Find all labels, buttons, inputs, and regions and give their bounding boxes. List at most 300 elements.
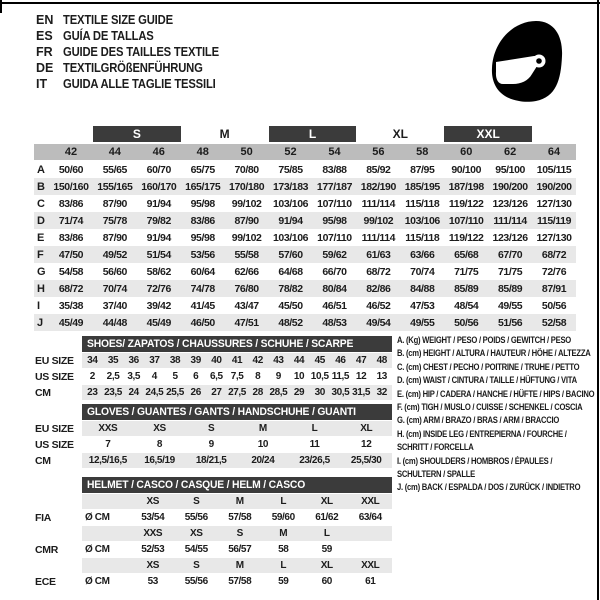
subtable-cell: 35 bbox=[107, 355, 119, 366]
helmet-size-cell: L bbox=[280, 560, 287, 571]
textile-value-cell: 155/165 bbox=[97, 180, 133, 193]
textile-value-cell: 111/114 bbox=[361, 231, 396, 244]
subtable-cell: 10 bbox=[257, 439, 269, 450]
subtable-cells bbox=[82, 574, 392, 589]
helmet-size-cell: M bbox=[235, 560, 244, 571]
language-code: DE bbox=[36, 61, 54, 75]
legend-list bbox=[397, 334, 593, 495]
subtable-cells bbox=[82, 494, 392, 509]
textile-row-label: F bbox=[37, 248, 44, 261]
textile-value-cell: 103/106 bbox=[272, 197, 309, 210]
subtable-row bbox=[30, 453, 392, 468]
helmet-value-cell: 57/58 bbox=[228, 512, 252, 523]
subtable-row-label: EU SIZE bbox=[35, 354, 74, 367]
textile-value-cell: 84/88 bbox=[410, 282, 435, 295]
subtable-cells bbox=[82, 437, 392, 452]
subtable-cell: 10 bbox=[293, 371, 305, 382]
legend-line: G. (cm) ARM / BRAZO / BRAS / ARM / BRACCIO bbox=[397, 415, 560, 426]
helmet-value-cell: 63/64 bbox=[358, 512, 382, 523]
textile-row bbox=[34, 161, 576, 178]
helmet-size-cell: S bbox=[193, 560, 200, 571]
gloves-title: GLOVES / GUANTES / GANTS / HANDSCHUHE / GUANTI bbox=[87, 406, 356, 418]
textile-value-cell: 75/78 bbox=[102, 214, 127, 227]
textile-value-cell: 75/85 bbox=[278, 163, 303, 176]
textile-value-cell: 190/200 bbox=[492, 180, 528, 193]
textile-value-cell: 87/91 bbox=[541, 282, 567, 295]
helmet-value-cell: 53 bbox=[147, 576, 158, 587]
subtable-cell: 38 bbox=[169, 355, 181, 366]
subtable-row-label: EU SIZE bbox=[35, 422, 74, 435]
subtable-cell: 6 bbox=[193, 371, 199, 382]
textile-value-cell: 55/58 bbox=[234, 248, 259, 261]
helmet-value-cell: 55/56 bbox=[184, 576, 208, 587]
unit-spacer-cell bbox=[82, 494, 131, 509]
legend-line: A. (Kg) WEIGHT / PESO / POIDS / GEWITCH / PESO bbox=[397, 335, 572, 345]
legend-line: D. (cm) WAIST / CINTURA / TAILLE / HÜFTUNG / VITA bbox=[397, 375, 577, 386]
subtable-row-label: US SIZE bbox=[35, 438, 74, 451]
textile-row-label: D bbox=[37, 214, 45, 227]
subtable-cell: XXS bbox=[98, 423, 118, 434]
textile-value-cell: 95/98 bbox=[190, 231, 215, 244]
textile-value-cell: 53/56 bbox=[190, 248, 215, 261]
numeric-size-cell: 64 bbox=[547, 146, 561, 158]
helmet-value-cell: 59 bbox=[321, 544, 332, 555]
subtable-cell: 9 bbox=[275, 371, 281, 382]
subtable-cell: 13 bbox=[376, 371, 387, 382]
subtable-cell: 27 bbox=[211, 387, 222, 398]
textile-value-cell: 107/110 bbox=[448, 214, 484, 227]
textile-value-cell: 50/56 bbox=[454, 316, 479, 329]
textile-value-cell: 165/175 bbox=[185, 180, 221, 193]
textile-row bbox=[34, 246, 576, 263]
textile-value-cell: 54/58 bbox=[58, 265, 84, 278]
textile-value-cell: 45/49 bbox=[146, 316, 171, 329]
textile-row-label: G bbox=[37, 265, 46, 278]
textile-value-cell: 48/53 bbox=[322, 316, 347, 329]
numeric-size-cell: 54 bbox=[328, 146, 341, 158]
language-code: FR bbox=[36, 45, 53, 59]
subtable-cell: XL bbox=[360, 423, 373, 434]
legend-line: I. (cm) SHOULDERS / HOMBROS / ÉPAULES / bbox=[397, 455, 553, 466]
textile-value-cell: 85/89 bbox=[454, 282, 479, 295]
subtable-row bbox=[30, 437, 392, 452]
textile-value-cell: 60/64 bbox=[190, 265, 215, 278]
textile-value-cell: 99/102 bbox=[363, 214, 394, 227]
helmet-value-row bbox=[30, 574, 392, 589]
subtable-cell: 29 bbox=[293, 387, 305, 398]
subtable-cells bbox=[82, 353, 392, 368]
numeric-size-cell: 58 bbox=[416, 146, 429, 158]
helmet-size-cell: XS bbox=[189, 528, 203, 539]
legend-item bbox=[397, 334, 593, 347]
subtable-cell: 36 bbox=[128, 355, 139, 366]
subtable-cell: 30,5 bbox=[331, 387, 350, 398]
textile-value-cell: 68/72 bbox=[58, 282, 84, 295]
helmet-standard-label: CMR bbox=[35, 543, 59, 556]
helmet-size-cell: L bbox=[323, 528, 330, 539]
textile-value-cell: 87/90 bbox=[102, 231, 127, 244]
textile-row bbox=[34, 314, 576, 331]
subtable-cell: 25,5 bbox=[166, 387, 184, 398]
textile-row-label: E bbox=[37, 231, 45, 244]
frame-border-top bbox=[0, 2, 600, 4]
textile-value-cell: 47/53 bbox=[410, 299, 435, 312]
helmet-icon bbox=[486, 14, 566, 104]
textile-value-cell: 49/54 bbox=[366, 316, 391, 329]
helmet-value-cell bbox=[349, 542, 393, 557]
textile-value-cell: 99/102 bbox=[231, 231, 262, 244]
subtable-cells bbox=[82, 558, 392, 573]
language-code: EN bbox=[36, 13, 54, 27]
textile-value-cell: 70/74 bbox=[410, 265, 435, 278]
helmet-size-cell: S bbox=[193, 496, 200, 507]
textile-value-cell: 115/118 bbox=[405, 197, 440, 210]
numeric-size-cell: 62 bbox=[503, 146, 517, 158]
subtable-cell: 37 bbox=[149, 355, 160, 366]
legend-line: B. (cm) HEIGHT / ALTURA / HAUTEUR / HÖHE / ALTEZZA bbox=[397, 348, 591, 359]
shoes-table bbox=[30, 336, 392, 400]
helmet-size-cell: M bbox=[235, 496, 244, 507]
textile-row bbox=[34, 229, 576, 246]
textile-value-cell: 55/65 bbox=[102, 163, 127, 176]
frame-border-left-stub bbox=[0, 0, 2, 13]
textile-value-cell: 56/60 bbox=[102, 265, 127, 278]
textile-value-cell: 51/54 bbox=[146, 248, 171, 261]
helmet-size-cell: XL bbox=[320, 560, 333, 571]
textile-value-cell: 35/38 bbox=[58, 299, 84, 312]
textile-value-cell: 83/86 bbox=[58, 197, 84, 210]
subtable-cell: 48 bbox=[376, 355, 387, 366]
helmet-unit-cell: Ø CM bbox=[85, 544, 110, 555]
helmet-size-cell: XXL bbox=[361, 560, 380, 571]
textile-value-cell: 127/130 bbox=[536, 197, 572, 210]
textile-value-cell: 71/75 bbox=[497, 265, 523, 278]
size-group-cell bbox=[532, 126, 576, 142]
helmet-value-cell: 56/57 bbox=[228, 544, 252, 555]
subtable-cell: 28,5 bbox=[269, 387, 288, 398]
legend-line: H. (cm) INSIDE LEG / ENTREPIERNA / FOURCHE / bbox=[397, 428, 567, 439]
helmet-size-cell: XS bbox=[146, 496, 160, 507]
subtable-cell: 8 bbox=[156, 439, 163, 450]
subtable-cells bbox=[82, 421, 392, 436]
subtable-cell: 47 bbox=[355, 355, 367, 366]
language-title: GUÍA DE TALLAS bbox=[63, 29, 154, 43]
legend-line: SCHRITT / FORCELLA bbox=[397, 442, 474, 453]
textile-value-cell: 51/56 bbox=[497, 316, 523, 329]
textile-value-cell: 47/50 bbox=[58, 248, 84, 261]
helmet-size-row bbox=[30, 494, 392, 509]
helmet-size-row bbox=[30, 558, 392, 573]
helmet-rows bbox=[30, 494, 392, 589]
subtable-cell: S bbox=[208, 423, 215, 434]
helmet-size-cell: S bbox=[236, 528, 243, 539]
textile-row bbox=[34, 212, 576, 229]
subtable-cell: 8 bbox=[255, 371, 261, 382]
textile-size-table bbox=[34, 126, 576, 331]
subtable-cell: 39 bbox=[190, 355, 201, 366]
unit-spacer-cell bbox=[82, 558, 131, 573]
subtable-row bbox=[30, 421, 392, 436]
textile-value-cell: 70/74 bbox=[102, 282, 127, 295]
subtable-row-label: CM bbox=[35, 454, 51, 467]
subtable-cell: 12,5/16,5 bbox=[88, 455, 127, 466]
textile-value-cell: 43/47 bbox=[234, 299, 259, 312]
legend-line: C. (cm) CHEST / PECHO / POITRINE / TRUHE / PETTO bbox=[397, 361, 580, 372]
subtable-cell: 34 bbox=[87, 355, 98, 366]
helmet-title-bar bbox=[82, 477, 392, 493]
textile-value-cell: 123/126 bbox=[492, 197, 528, 210]
subtable-cell: 12 bbox=[361, 439, 372, 450]
textile-row bbox=[34, 263, 576, 280]
textile-value-cell: 103/106 bbox=[272, 231, 309, 244]
helmet-value-cell: 53/54 bbox=[141, 512, 165, 523]
textile-value-cell: 111/114 bbox=[493, 214, 527, 227]
textile-value-cell: 83/88 bbox=[322, 163, 347, 176]
subtable-cell: 23/26,5 bbox=[299, 455, 330, 466]
subtable-cell: 18/21,5 bbox=[195, 455, 227, 466]
textile-value-cell: 65/68 bbox=[454, 248, 479, 261]
subtable-cell: 42 bbox=[252, 355, 263, 366]
textile-value-cell: 71/75 bbox=[454, 265, 479, 278]
helmet-value-cell: 58 bbox=[278, 544, 289, 555]
gloves-rows bbox=[30, 421, 392, 468]
subtable-cell: 32 bbox=[376, 387, 387, 398]
subtable-row bbox=[30, 369, 392, 384]
textile-value-cell: 85/92 bbox=[366, 163, 391, 176]
textile-value-cell: 80/84 bbox=[322, 282, 347, 295]
textile-value-cell: 49/55 bbox=[410, 316, 435, 329]
textile-value-cell: 60/70 bbox=[146, 163, 171, 176]
language-title: TEXTILGRÖßENFÜHRUNG bbox=[63, 61, 203, 75]
helmet-size-cell: M bbox=[279, 528, 288, 539]
textile-row-label: J bbox=[37, 316, 44, 329]
textile-value-cell: 63/66 bbox=[410, 248, 435, 261]
subtable-cell: 4 bbox=[151, 371, 157, 382]
legend-item bbox=[397, 361, 593, 374]
textile-value-cell: 83/86 bbox=[190, 214, 215, 227]
subtable-row-label: CM bbox=[35, 386, 51, 399]
textile-value-cell: 39/42 bbox=[146, 299, 171, 312]
legend-line: F. (cm) TIGH / MUSLO / CUISSE / SCHENKEL / COSCIA bbox=[397, 402, 583, 413]
textile-value-cell: 90/100 bbox=[451, 163, 482, 176]
textile-value-cell: 87/95 bbox=[410, 163, 435, 176]
textile-value-cell: 87/90 bbox=[234, 214, 259, 227]
textile-value-cell: 74/78 bbox=[190, 282, 215, 295]
subtable-cell: 7 bbox=[105, 439, 111, 450]
subtable-row-label bbox=[30, 494, 82, 509]
size-group-cell: XL bbox=[392, 127, 408, 141]
language-row bbox=[36, 76, 236, 92]
legend-line: J. (cm) BACK / ESPALDA / DOS / ZURÜCK / INDIETRO bbox=[397, 482, 581, 493]
textile-rows bbox=[34, 161, 576, 331]
textile-value-cell: 46/51 bbox=[322, 299, 347, 312]
subtable-cell: 20/24 bbox=[251, 455, 275, 466]
textile-value-cell: 115/119 bbox=[537, 214, 572, 227]
textile-value-cell: 37/40 bbox=[102, 299, 127, 312]
textile-value-cell: 185/195 bbox=[404, 180, 440, 193]
helmet-standard-label: ECE bbox=[35, 575, 56, 588]
helmet-value-cell: 54/55 bbox=[184, 544, 208, 555]
helmet-size-row bbox=[30, 526, 392, 541]
subtable-cell: 11 bbox=[309, 439, 320, 450]
textile-row-label: B bbox=[37, 180, 45, 193]
helmet-value-cell: 59 bbox=[278, 576, 289, 587]
unit-spacer-cell bbox=[82, 526, 131, 541]
textile-row bbox=[34, 178, 576, 195]
subtable-cell: 3,5 bbox=[127, 371, 141, 382]
size-group-cell: M bbox=[219, 127, 230, 141]
textile-value-cell: 49/52 bbox=[102, 248, 127, 261]
helmet-size-cell: L bbox=[280, 496, 287, 507]
textile-value-cell: 150/160 bbox=[53, 180, 89, 193]
textile-value-cell: 46/50 bbox=[190, 316, 215, 329]
language-row bbox=[36, 12, 236, 28]
subtable-cell: 2,5 bbox=[106, 371, 120, 382]
textile-value-cell: 52/58 bbox=[541, 316, 567, 329]
textile-value-cell: 91/94 bbox=[146, 231, 171, 244]
helmet-value-cell: 61/62 bbox=[315, 512, 339, 523]
gloves-title-bar bbox=[82, 404, 392, 420]
numeric-size-cell: 44 bbox=[108, 146, 121, 158]
helmet-table bbox=[30, 477, 392, 589]
textile-value-cell: 95/98 bbox=[190, 197, 215, 210]
textile-row bbox=[34, 297, 576, 314]
textile-value-cell: 44/48 bbox=[102, 316, 127, 329]
textile-value-cell: 45/50 bbox=[278, 299, 303, 312]
textile-value-cell: 66/70 bbox=[322, 265, 347, 278]
frame-border-right bbox=[597, 0, 599, 600]
subtable-cells bbox=[82, 510, 392, 525]
legend-item bbox=[397, 374, 593, 387]
textile-value-cell: 119/122 bbox=[448, 231, 484, 244]
textile-row bbox=[34, 195, 576, 212]
textile-value-cell: 48/52 bbox=[278, 316, 303, 329]
subtable-cell: 23 bbox=[87, 387, 98, 398]
subtable-cells bbox=[82, 542, 392, 557]
textile-row-label: I bbox=[37, 299, 41, 312]
textile-value-cell: 107/110 bbox=[317, 231, 352, 244]
helmet-standard-label: FIA bbox=[35, 511, 52, 524]
textile-value-cell: 105/115 bbox=[536, 163, 572, 176]
textile-value-cell: 58/62 bbox=[146, 265, 171, 278]
textile-value-cell: 46/52 bbox=[366, 299, 391, 312]
size-group-spacer bbox=[34, 126, 49, 142]
subtable-cell: 11,5 bbox=[331, 371, 350, 382]
textile-value-cell: 127/130 bbox=[536, 231, 572, 244]
size-group-cell: XXL bbox=[444, 126, 532, 142]
size-group-row bbox=[34, 126, 576, 142]
subtable-cell: XS bbox=[153, 423, 166, 434]
subtable-row-label bbox=[30, 526, 82, 541]
textile-value-cell: 187/198 bbox=[448, 180, 484, 193]
helmet-size-cell: XXS bbox=[143, 528, 163, 539]
subtable-row-label: US SIZE bbox=[35, 370, 74, 383]
subtable-cell: M bbox=[258, 423, 267, 434]
helmet-value-cell: 52/53 bbox=[141, 544, 165, 555]
subtable-row bbox=[30, 385, 392, 400]
subtable-cell: 25,5/30 bbox=[350, 455, 382, 466]
textile-value-cell: 91/94 bbox=[146, 197, 171, 210]
textile-value-cell: 182/190 bbox=[360, 180, 396, 193]
numeric-size-cell: 48 bbox=[196, 146, 209, 158]
helmet-value-cell: 59/60 bbox=[271, 512, 295, 523]
textile-value-cell: 71/74 bbox=[58, 214, 84, 227]
numeric-size-cell: 52 bbox=[284, 146, 297, 158]
subtable-cell: 23,5 bbox=[104, 387, 122, 398]
numeric-size-cell: 60 bbox=[460, 146, 473, 158]
language-code: ES bbox=[36, 29, 53, 43]
subtable-cell: 41 bbox=[231, 355, 243, 366]
textile-value-cell: 68/72 bbox=[541, 248, 567, 261]
language-title: GUIDA ALLE TAGLIE TESSILI bbox=[63, 77, 216, 91]
textile-value-cell: 111/114 bbox=[361, 197, 396, 210]
shoes-title-bar bbox=[82, 336, 392, 352]
legend-item bbox=[397, 388, 593, 401]
subtable-cell: 9 bbox=[208, 439, 214, 450]
textile-value-cell: 61/63 bbox=[366, 248, 391, 261]
textile-value-cell: 68/72 bbox=[366, 265, 391, 278]
helmet-size-cell: XL bbox=[320, 496, 333, 507]
textile-value-cell: 67/70 bbox=[497, 248, 523, 261]
textile-row-label: C bbox=[37, 197, 45, 210]
numeric-size-cell: 56 bbox=[372, 146, 385, 158]
helmet-size-cell: XS bbox=[146, 560, 160, 571]
subtable-cell: 2 bbox=[89, 371, 95, 382]
textile-value-cell: 119/122 bbox=[448, 197, 484, 210]
size-group-cell: S bbox=[93, 126, 181, 142]
textile-value-cell: 59/62 bbox=[322, 248, 347, 261]
numeric-size-cell: 42 bbox=[64, 146, 78, 158]
helmet-value-row bbox=[30, 542, 392, 557]
textile-value-cell: 173/183 bbox=[272, 180, 309, 193]
legend-item bbox=[397, 455, 593, 482]
language-title: GUIDE DES TAILLES TEXTILE bbox=[63, 45, 219, 59]
textile-row bbox=[34, 280, 576, 297]
textile-value-cell: 76/80 bbox=[234, 282, 259, 295]
shoes-title: SHOES/ ZAPATOS / CHAUSSURES / SCHUHE / SCARPE bbox=[87, 338, 354, 350]
legend-item bbox=[397, 401, 593, 414]
textile-value-cell: 78/82 bbox=[278, 282, 303, 295]
size-group-cell: L bbox=[269, 126, 357, 142]
helmet-size-cell: XXL bbox=[361, 496, 380, 507]
language-row bbox=[36, 60, 236, 76]
legend-line: SCHULTERN / SPALLE bbox=[397, 469, 476, 480]
language-row bbox=[36, 44, 236, 60]
textile-value-cell: 72/76 bbox=[146, 282, 171, 295]
helmet-value-cell: 55/56 bbox=[184, 512, 208, 523]
subtable-cell: 45 bbox=[314, 355, 325, 366]
subtable-cell: 31,5 bbox=[352, 387, 370, 398]
subtable-cell: 24 bbox=[128, 387, 139, 398]
textile-value-cell: 99/102 bbox=[231, 197, 262, 210]
subtable-cell: L bbox=[311, 423, 318, 434]
shoes-rows bbox=[30, 353, 392, 400]
numeric-size-spacer bbox=[34, 144, 49, 160]
subtable-cell: 6,5 bbox=[210, 371, 223, 382]
subtable-cells bbox=[82, 369, 392, 384]
helmet-value-cell: 57/58 bbox=[228, 576, 252, 587]
textile-value-cell: 50/60 bbox=[58, 163, 84, 176]
textile-row-label: H bbox=[37, 282, 45, 295]
helmet-size-cell bbox=[349, 526, 393, 541]
numeric-size-cell: 46 bbox=[152, 146, 165, 158]
textile-value-cell: 79/82 bbox=[146, 214, 171, 227]
textile-value-cell: 41/45 bbox=[190, 299, 215, 312]
textile-value-cell: 85/89 bbox=[497, 282, 523, 295]
helmet-unit-cell: Ø CM bbox=[85, 512, 110, 523]
subtable-cells bbox=[82, 453, 392, 468]
textile-value-cell: 107/110 bbox=[317, 197, 352, 210]
